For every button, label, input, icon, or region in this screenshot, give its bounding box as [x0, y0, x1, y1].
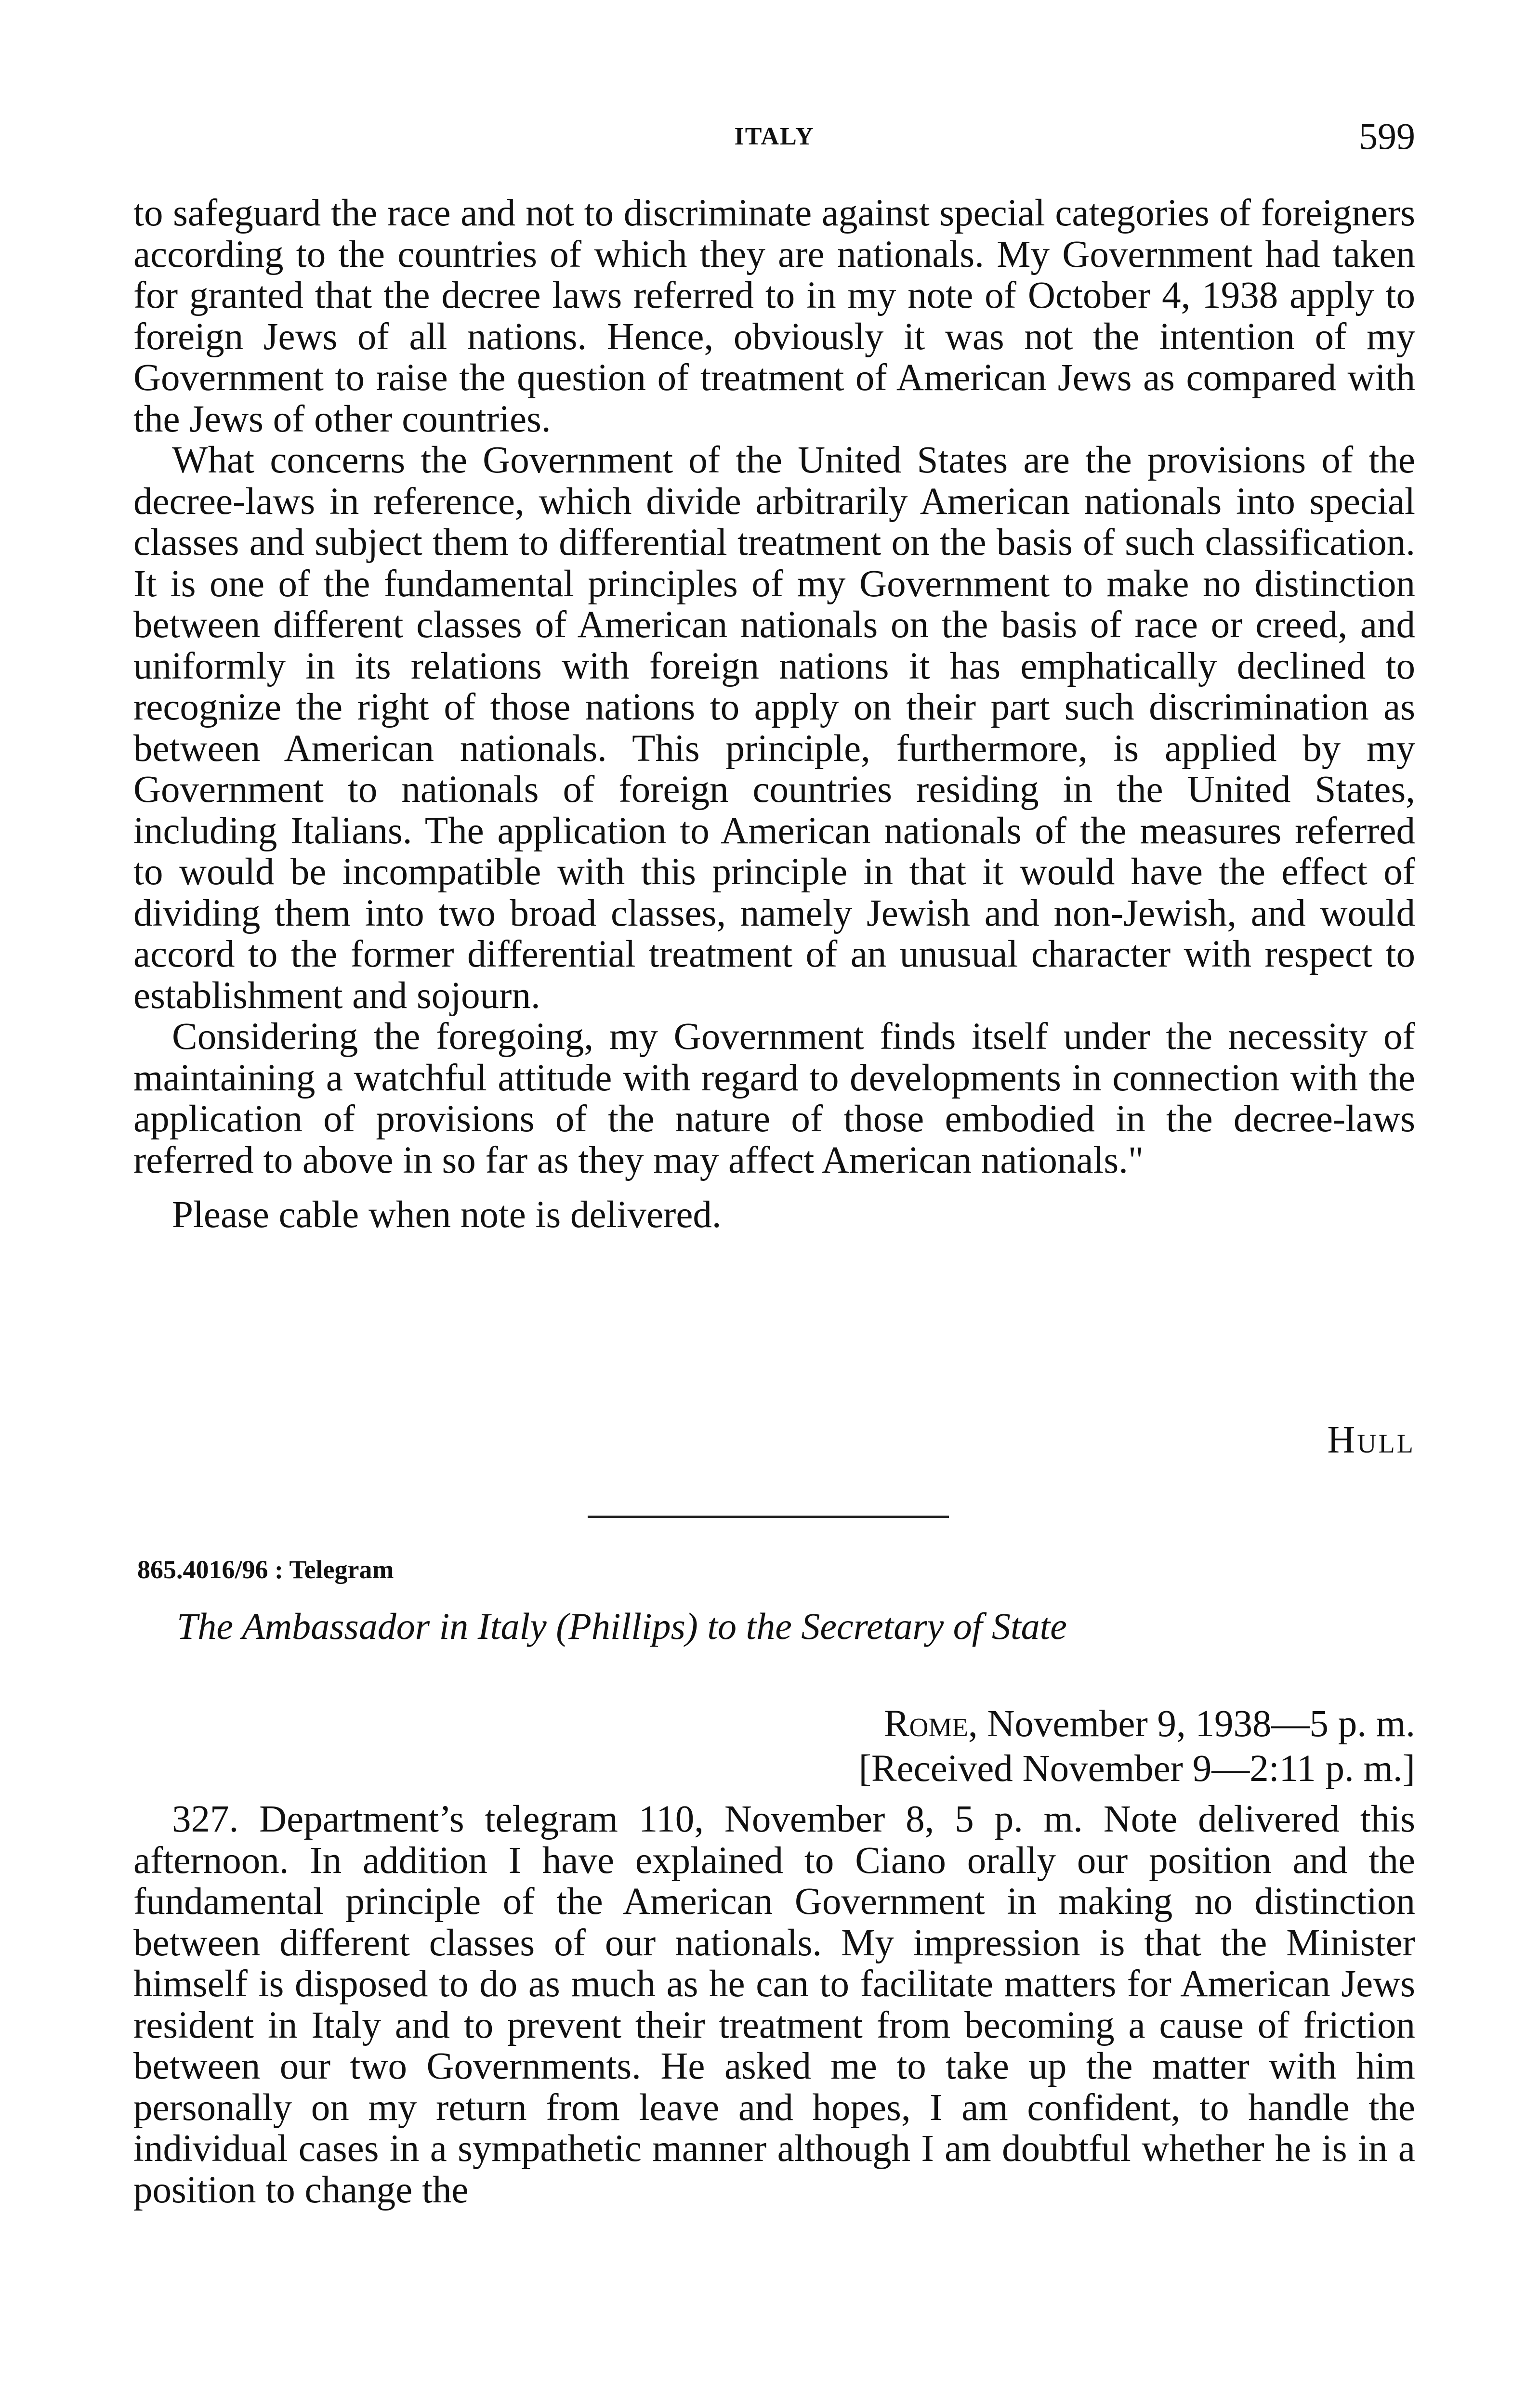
note-text: [133, 193, 1415, 1236]
paragraph: What concerns the Government of the United States are the provisions of the decree-laws in reference, which divide arbitrarily American nationals into special classes and subject them to differential treatment on the basis of such classification. It is one of the fundamental principles of my Government to make no distinction between different classes of American nationals on the basis of race or creed, and uniformly in its relations with foreign nations it has emphatically declined to recognize the right of those nations to apply on their part such discrimination as between American nationals. This principle, furthermore, is applied by my Government to nationals of foreign countries residing in the United States, including Italians. The application to American nationals of the measures referred to would be incompatible with this principle in that it would have the effect of dividing them into two broad classes, namely Jewish and non-Jewish, and would accord to the former differential treatment of an unusual character with respect to establishment and sojourn.: [133, 439, 1415, 1017]
running-head-title: ITALY: [734, 123, 815, 150]
document-heading: The Ambassador in Italy (Phillips) to the Secretary of State: [177, 1605, 1067, 1647]
running-head: [133, 115, 1415, 157]
dateline: [884, 1702, 1415, 1746]
section-divider: [588, 1516, 949, 1518]
paragraph: to safeguard the race and not to discriminate against special categories of foreigners according to the countries of which they are nationals. My Government had taken for granted that the decree laws referred to in my note of October 4, 1938 apply to foreign Jews of all nations. Hence, obviously it was not the intention of my Government to raise the question of treatment of American Jews as compared with the Jews of other countries.: [133, 192, 1415, 440]
received-line: [Received November 9—2:11 p. m.]: [858, 1748, 1415, 1790]
telegram-text: [133, 1799, 1415, 2211]
paragraph: Please cable when note is delivered.: [172, 1194, 722, 1236]
signature-name: Hull: [1327, 1419, 1415, 1461]
dateline-place: Rome: [883, 1703, 968, 1745]
dateline-date: , November 9, 1938—5 p. m.: [968, 1703, 1415, 1745]
page-number: 599: [1359, 115, 1415, 157]
signature: [1327, 1418, 1415, 1462]
paragraph: Considering the foregoing, my Government finds itself under the necessity of maintaining a watchful attitude with regard to developments in connection with the application of provisions of the nature of those embodied in the decree-laws referred to above in so far as they may affect American nationals.": [133, 1016, 1415, 1181]
file-reference: 865.4016/96 : Telegram: [137, 1555, 394, 1584]
paragraph: 327. Department’s telegram 110, November 8, 5 p. m. Note delivered this afternoon. In addition I have explained to Ciano orally our position and the fundamental principle of the American Government in making no distinction between different classes of our nationals. My impression is that the Minister himself is disposed to do as much as he can to facilitate matters for American Jews resident in Italy and to prevent their treatment from becoming a cause of friction between our two Governments. He asked me to take up the matter with him personally on my return from leave and hopes, I am confident, to handle the individual cases in a sympathetic manner although I am doubtful whether he is in a position to change the: [133, 1798, 1415, 2211]
